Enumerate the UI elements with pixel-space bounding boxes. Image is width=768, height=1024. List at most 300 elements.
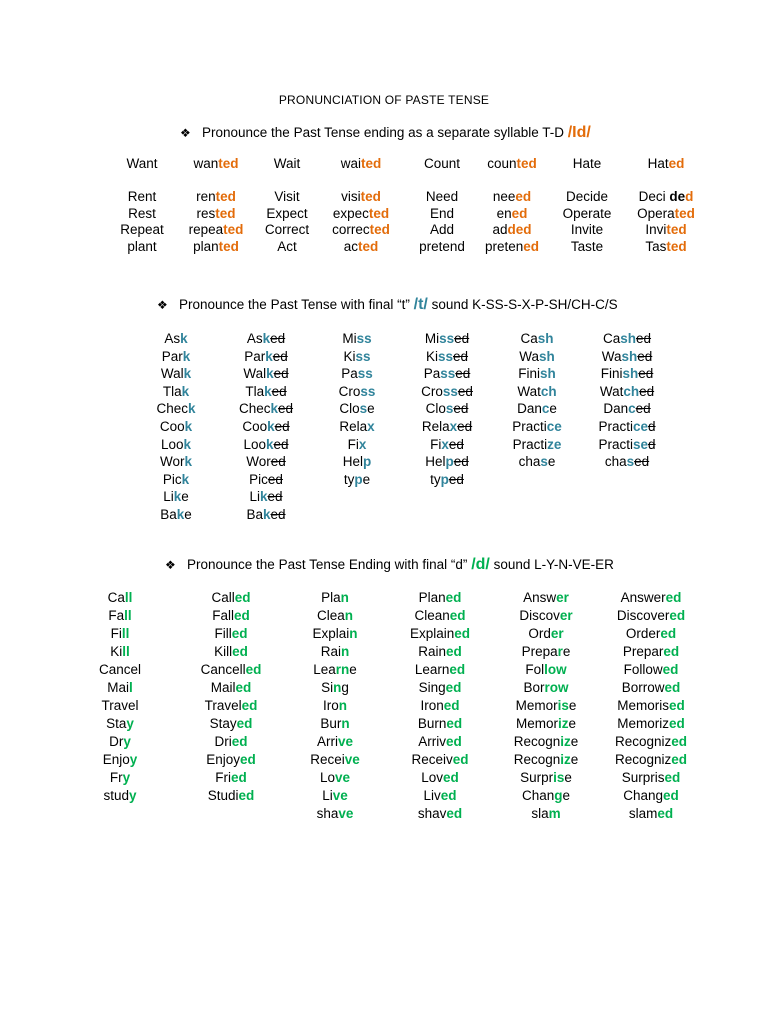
word-part: Clean: [414, 608, 450, 623]
word-part: ed: [234, 590, 251, 605]
word-cell: [380, 769, 500, 787]
word-part: Hat: [647, 156, 669, 171]
word-cell: [591, 625, 711, 643]
word-part: ed: [657, 806, 674, 821]
word-part: y: [122, 770, 131, 785]
word-part: Wait: [273, 156, 301, 171]
word-part: Act: [277, 238, 297, 254]
word-cell: [380, 787, 500, 805]
word-part: ed: [454, 331, 470, 346]
word-part: ed: [272, 348, 288, 364]
word-part: k: [262, 331, 271, 346]
section3-column-5: [591, 589, 711, 823]
word-part: k: [259, 489, 268, 505]
word-cell: [60, 607, 180, 625]
word-cell: [60, 751, 180, 769]
word-part: Fol: [525, 662, 545, 677]
word-part: Travel: [204, 698, 242, 713]
word-part: ed: [669, 716, 685, 731]
word-part: er: [559, 608, 573, 623]
word-cell: [60, 787, 180, 805]
word-cell: [486, 625, 606, 643]
word-part: Order: [625, 626, 661, 641]
section3-column-2: [275, 589, 395, 823]
word-cell: [171, 733, 291, 751]
word-cell: [380, 697, 500, 715]
word-cell: [591, 679, 711, 697]
word-part: Ca: [107, 590, 125, 605]
word-cell: [486, 751, 606, 769]
word-part: ed: [238, 788, 255, 803]
word-part: Ki: [425, 348, 438, 364]
word-part: p: [354, 471, 363, 487]
word-part: ed: [637, 348, 653, 364]
word-part: ac: [343, 238, 358, 254]
word-part: sha: [316, 806, 339, 821]
word-part: ed: [267, 471, 283, 487]
word-part: Discover: [616, 608, 670, 623]
word-part: er: [556, 590, 569, 605]
word-part: Mail: [210, 680, 236, 695]
word-part: ed: [669, 608, 686, 623]
word-part: ted: [369, 222, 390, 238]
word-part: Wal: [160, 366, 184, 382]
word-part: k: [184, 418, 193, 434]
word-cell: [206, 488, 326, 506]
word-part: Mai: [107, 680, 129, 695]
word-cell: [380, 625, 500, 643]
word-part: Mi: [342, 331, 357, 346]
word-part: n: [341, 716, 350, 731]
word-part: Wor: [159, 454, 185, 470]
word-part: n: [338, 698, 347, 713]
word-cell: [275, 643, 395, 661]
word-part: ted: [218, 238, 239, 254]
word-part: n: [344, 608, 353, 623]
word-part: ed: [663, 644, 680, 659]
word-cell: [591, 751, 711, 769]
word-part: Practi: [512, 436, 548, 452]
word-part: ed: [663, 788, 679, 803]
word-part: ed: [267, 489, 283, 505]
word-cell: [606, 189, 726, 206]
word-part: coun: [487, 156, 517, 171]
word-part: nee: [492, 189, 516, 205]
word-part: k: [181, 471, 190, 487]
page-title: PRONUNCIATION OF PASTE TENSE: [278, 93, 490, 107]
word-part: Learn: [414, 662, 450, 677]
word-part: low: [544, 662, 567, 677]
word-part: k: [188, 401, 196, 417]
section2-heading-tail: sound K-SS-S-X-P-SH/CH-C/S: [427, 297, 618, 312]
word-cell: [486, 769, 606, 787]
word-part: ed: [457, 418, 473, 434]
word-part: Recogn: [513, 734, 561, 749]
word-part: ren: [196, 189, 216, 205]
word-part: k: [262, 506, 271, 522]
word-part: k: [183, 366, 192, 382]
word-part: Fini: [518, 366, 540, 382]
word-part: s: [445, 401, 454, 417]
word-part: Par: [244, 348, 266, 364]
word-part: Ca: [602, 331, 621, 346]
word-part: Repeat: [120, 222, 164, 238]
word-cell: [171, 661, 291, 679]
word-part: g: [554, 788, 563, 803]
word-part: Liv: [423, 788, 441, 803]
word-part: Tas: [645, 238, 667, 254]
word-part: k: [182, 348, 191, 364]
word-part: Prepa: [521, 644, 558, 659]
word-part: ed: [235, 680, 252, 695]
word-part: ss: [357, 366, 373, 382]
word-cell: [60, 589, 180, 607]
word-part: preten: [484, 238, 524, 254]
word-part: de: [669, 189, 686, 205]
word-part: ed: [445, 680, 462, 695]
word-part: Fi: [110, 626, 122, 641]
word-part: k: [265, 436, 274, 452]
word-part: ed: [634, 454, 650, 470]
word-cell: [486, 805, 606, 823]
word-part: c: [541, 401, 550, 417]
word-cell: [171, 751, 291, 769]
word-part: y: [129, 788, 137, 803]
section3-column-0: [60, 589, 180, 805]
word-part: Rest: [128, 205, 156, 221]
word-part: ss: [437, 348, 453, 364]
word-part: ed: [273, 366, 289, 382]
word-part: Follow: [623, 662, 663, 677]
word-part: res: [196, 205, 216, 221]
word-part: rn: [335, 662, 350, 677]
word-part: Answer: [620, 590, 666, 605]
word-part: Coo: [159, 418, 185, 434]
word-part: ed: [240, 752, 256, 767]
word-cell: [591, 787, 711, 805]
word-part: Ba: [246, 506, 263, 522]
word-part: ted: [223, 222, 244, 238]
word-part: e: [362, 471, 371, 487]
word-cell: [591, 715, 711, 733]
word-cell: [486, 643, 606, 661]
word-part: cha: [518, 454, 541, 470]
word-part: ve: [338, 806, 354, 821]
word-cell: [380, 715, 500, 733]
word-cell: [380, 679, 500, 697]
word-part: y: [129, 752, 138, 767]
word-part: ed: [440, 788, 457, 803]
word-part: ed: [453, 348, 469, 364]
word-cell: [275, 751, 395, 769]
word-part: Hel: [342, 454, 363, 470]
word-part: ed: [445, 734, 462, 749]
word-cell: [591, 661, 711, 679]
word-part: iz: [560, 734, 571, 749]
word-part: ed: [270, 506, 286, 522]
word-part: As: [246, 331, 263, 346]
section3-heading-tail: sound L-Y-N-VE-ER: [489, 557, 614, 572]
word-part: Wa: [601, 348, 622, 364]
diamond-bullet-icon: ❖: [157, 298, 168, 312]
word-part: Arri: [316, 734, 338, 749]
word-part: sh: [538, 348, 555, 364]
word-cell: [275, 715, 395, 733]
word-part: ted: [361, 156, 382, 171]
word-cell: [567, 400, 687, 418]
word-cell: [606, 222, 726, 239]
word-part: Fa: [108, 608, 125, 623]
word-part: ed: [446, 806, 463, 821]
word-part: Recei: [310, 752, 345, 767]
word-cell: [380, 607, 500, 625]
word-part: Cro: [338, 383, 361, 399]
word-part: x: [367, 418, 375, 434]
word-part: Invite: [570, 222, 604, 238]
word-part: Call: [211, 590, 235, 605]
word-part: k: [181, 383, 190, 399]
word-part: p: [445, 454, 454, 470]
word-cell: [275, 787, 395, 805]
word-part: Stay: [209, 716, 237, 731]
word-part: e: [181, 489, 189, 505]
word-part: Kill: [214, 644, 233, 659]
word-part: Borrow: [621, 680, 665, 695]
word-cell: [275, 661, 395, 679]
word-part: e: [568, 698, 577, 713]
word-cell: [60, 715, 180, 733]
word-cell: [171, 769, 291, 787]
word-part: Lo: [319, 770, 335, 785]
word-part: Chec: [156, 401, 188, 417]
word-part: ed: [660, 626, 677, 641]
word-part: Studi: [207, 788, 239, 803]
word-part: s: [626, 454, 635, 470]
word-part: ed: [273, 436, 289, 452]
word-part: ed: [638, 366, 654, 382]
word-part: ted: [516, 156, 537, 171]
word-part: sh: [621, 348, 638, 364]
word-part: ll: [124, 608, 132, 623]
word-part: e: [349, 662, 357, 677]
word-cell: [591, 805, 711, 823]
word-part: Pic: [162, 471, 182, 487]
word-part: ed: [232, 644, 248, 659]
word-part: Count: [423, 156, 461, 171]
word-part: ed: [452, 752, 469, 767]
word-part: ed: [453, 401, 469, 417]
word-part: k: [176, 506, 185, 522]
word-part: pretend: [419, 238, 465, 254]
word-part: shav: [417, 806, 447, 821]
word-cell: [171, 679, 291, 697]
word-cell: [606, 239, 726, 256]
word-cell: [60, 661, 180, 679]
section3-column-1: [171, 589, 291, 805]
word-part: Fi: [347, 436, 359, 452]
word-cell: [275, 607, 395, 625]
word-cell: [591, 697, 711, 715]
word-part: ty: [430, 471, 441, 487]
word-part: p: [363, 454, 372, 470]
word-part: stud: [103, 788, 129, 803]
word-part: Surpr: [520, 770, 554, 785]
word-part: ed: [271, 383, 287, 399]
diamond-bullet-icon: ❖: [165, 558, 176, 572]
word-cell: [206, 506, 326, 524]
word-part: ss: [355, 348, 371, 364]
section3-heading: [165, 556, 614, 574]
word-part: iz: [560, 752, 571, 767]
word-part: Chang: [623, 788, 664, 803]
word-part: ed: [241, 698, 258, 713]
word-part: Ord: [528, 626, 551, 641]
word-part: Dr: [109, 734, 124, 749]
word-part: se: [632, 436, 649, 452]
word-part: Wa: [519, 348, 539, 364]
word-part: Fill: [214, 626, 232, 641]
word-part: ty: [343, 471, 355, 487]
word-part: Par: [161, 348, 183, 364]
word-part: Arriv: [418, 734, 446, 749]
word-part: Chec: [238, 401, 271, 417]
word-part: is: [553, 770, 565, 785]
word-part: Explai: [312, 626, 350, 641]
word-cell: [275, 679, 395, 697]
word-part: Correct: [264, 222, 310, 238]
word-part: e: [562, 788, 571, 803]
word-part: Fi: [430, 436, 442, 452]
word-part: ted: [368, 205, 390, 221]
word-cell: [275, 733, 395, 751]
word-part: Expect: [266, 205, 308, 221]
word-cell: [380, 733, 500, 751]
word-part: Bur: [320, 716, 342, 731]
word-part: Operate: [562, 205, 612, 221]
word-part: Li: [322, 788, 333, 803]
word-part: Iron: [420, 698, 444, 713]
word-part: Wor: [246, 454, 271, 470]
word-part: ed: [453, 454, 469, 470]
word-part: n: [341, 644, 350, 659]
word-part: Add: [429, 222, 455, 238]
word-part: e: [184, 506, 192, 522]
word-part: Coo: [242, 418, 268, 434]
section2-sound: /t/: [413, 296, 428, 313]
word-part: ll: [121, 626, 130, 641]
word-part: k: [184, 454, 193, 470]
word-part: Enjo: [102, 752, 130, 767]
word-part: Receiv: [411, 752, 453, 767]
word-part: e: [549, 401, 557, 417]
word-cell: [171, 787, 291, 805]
word-part: Clea: [316, 608, 345, 623]
word-cell: [380, 661, 500, 679]
word-part: Plan: [418, 590, 446, 605]
word-cell: [606, 206, 726, 223]
word-part: Recogn: [513, 752, 561, 767]
word-part: p: [440, 471, 449, 487]
word-part: ted: [215, 189, 236, 205]
word-part: k: [264, 383, 272, 399]
word-part: g: [341, 680, 349, 695]
section1-heading-text: Pronounce the Past Tense ending as a separate syllable T-D: [202, 125, 568, 140]
word-part: iz: [557, 716, 569, 731]
word-part: ss: [360, 383, 376, 399]
section3-column-4: [486, 589, 606, 823]
word-cell: [486, 589, 606, 607]
word-part: Burn: [417, 716, 447, 731]
word-part: ss: [439, 331, 455, 346]
word-part: n: [340, 590, 349, 605]
word-part: e: [570, 734, 579, 749]
word-part: Ki: [343, 348, 356, 364]
word-part: ve: [332, 788, 348, 803]
word-part: wai: [340, 156, 361, 171]
word-cell: [486, 715, 606, 733]
word-part: ce: [546, 418, 562, 434]
word-part: ed: [446, 716, 463, 731]
word-cell: [60, 643, 180, 661]
word-cell: [591, 643, 711, 661]
word-cell: [486, 733, 606, 751]
word-part: Li: [163, 489, 174, 505]
word-cell: [275, 625, 395, 643]
word-part: k: [180, 331, 188, 346]
word-part: ce: [632, 418, 649, 434]
word-part: sh: [540, 366, 556, 382]
word-cell: [171, 589, 291, 607]
word-part: sh: [537, 331, 554, 346]
word-part: Opera: [637, 205, 675, 221]
word-cell: [606, 156, 726, 173]
word-part: s: [359, 401, 368, 417]
word-part: Iro: [322, 698, 339, 713]
word-part: Mi: [424, 331, 440, 346]
section2-column-5: [567, 330, 687, 471]
word-part: sla: [531, 806, 549, 821]
word-part: Tla: [245, 383, 265, 399]
word-part: n: [333, 680, 342, 695]
word-part: e: [570, 752, 579, 767]
word-part: correc: [332, 222, 370, 238]
word-part: k: [183, 436, 192, 452]
word-part: d: [648, 436, 656, 452]
diamond-bullet-icon: ❖: [180, 126, 191, 140]
section2-heading-text: Pronounce the Past Tense with final “t”: [179, 297, 414, 312]
word-part: Hate: [572, 156, 602, 171]
section1-sound: /Id/: [567, 124, 591, 141]
word-part: ed: [270, 454, 286, 470]
word-part: ze: [547, 436, 562, 452]
word-part: Travel: [101, 698, 139, 713]
word-cell: [387, 471, 507, 489]
word-part: plan: [193, 238, 219, 254]
word-part: Ba: [160, 506, 177, 522]
word-part: k: [267, 418, 275, 434]
word-part: e: [367, 401, 375, 417]
word-part: Rain: [418, 644, 446, 659]
word-part: ed: [443, 770, 459, 785]
word-cell: [606, 173, 726, 190]
word-part: ed: [278, 401, 294, 417]
section2-heading: [157, 296, 618, 314]
word-part: Deci: [638, 189, 670, 205]
word-part: ed: [230, 770, 247, 785]
word-part: ed: [234, 608, 250, 623]
word-part: Wat: [599, 383, 624, 399]
word-part: en: [496, 205, 512, 221]
